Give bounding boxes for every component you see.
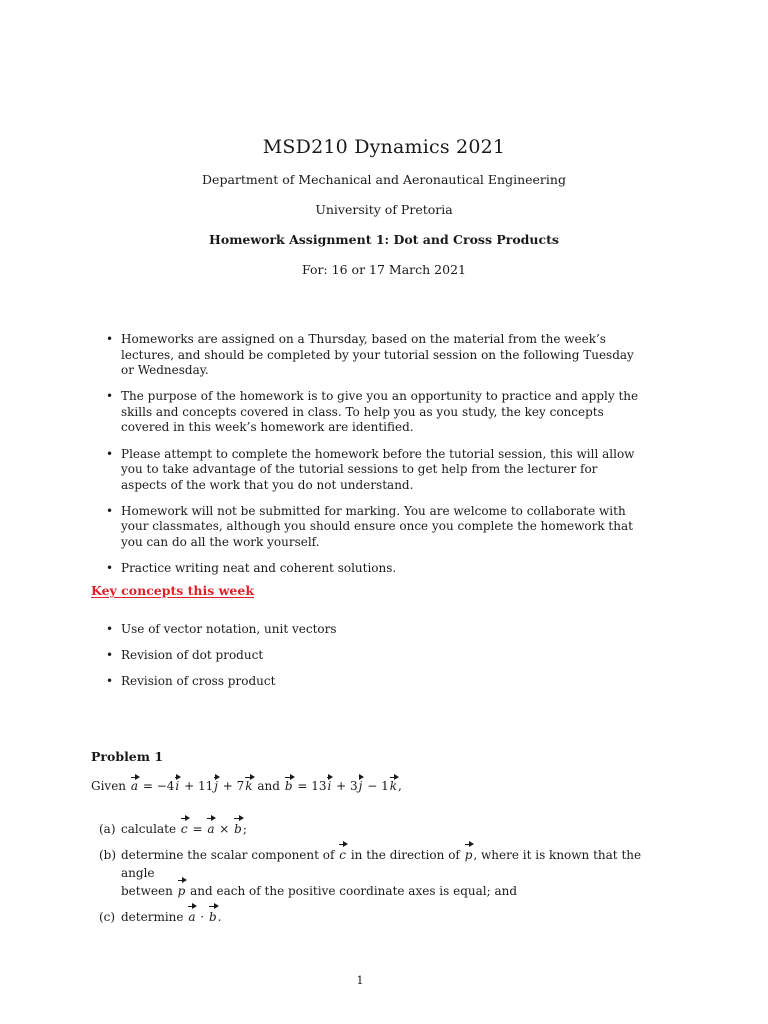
vector-p: p [464, 848, 473, 862]
vector-a: a [188, 910, 196, 924]
vector-a: a [207, 822, 215, 836]
homework-notes-list [104, 332, 644, 587]
page-number: 1 [356, 974, 364, 987]
a-k-coefficient: 7 [236, 779, 245, 793]
and-word: and [257, 779, 280, 793]
vector-c: c [339, 848, 347, 862]
list-item: • Practice writing neat and coherent solutions. [104, 561, 644, 577]
list-item: • The purpose of the homework is to give you an opportunity to practice and apply the skills and concepts covered in class. To help you as you study, the key concepts covered in this week’s homework are identified. [104, 389, 644, 436]
given-word: Given [91, 779, 127, 793]
part-text: in the direction of [350, 848, 460, 862]
unit-vector-k: k [245, 779, 253, 793]
list-item: • Revision of dot product [104, 648, 644, 664]
vector-b: b [284, 779, 293, 793]
unit-vector-j: j [358, 779, 363, 793]
part-label: (a) [99, 822, 116, 836]
document-title: MSD210 Dynamics 2021 [262, 136, 506, 158]
vector-b: b [234, 822, 242, 836]
part-label: (c) [99, 910, 116, 924]
unit-vector-i: i [327, 779, 332, 793]
unit-vector-k: k [389, 779, 397, 793]
list-item: • Please attempt to complete the homework before the tutorial session, this will allow you to take advantage of the tutorial sessions to get help from the lecturer for aspects of the work that you do not understand. [104, 447, 644, 494]
list-item: • Homework will not be submitted for marking. You are welcome to collaborate with your classmates, although you should ensure once you complete the homework that you can do all the work yourself. [104, 504, 644, 551]
vector-c: c [180, 822, 188, 836]
list-item: • Revision of cross product [104, 674, 644, 690]
department-line: Department of Mechanical and Aeronautical Engineering [202, 172, 566, 187]
problem-part-c: (c) determine a · b. [99, 910, 222, 924]
key-concepts-list [104, 622, 644, 700]
b-k-coefficient: 1 [381, 779, 389, 793]
problem-part-b [91, 846, 651, 900]
problem-parts-list [91, 820, 651, 934]
vector-p: p [177, 884, 186, 898]
problem-part-a: (a) calculate c = a × b; [99, 822, 247, 836]
assignment-title: Homework Assignment 1: Dot and Cross Products [209, 232, 559, 247]
problem-statement: Given a = −4i + 11j + 7k and b = 13i + 3j − 1k, [91, 779, 402, 793]
list-item: • Homeworks are assigned on a Thursday, based on the material from the week’s lectures, and should be completed by your tutorial session on the following Tuesday or Wednesday. [104, 332, 644, 379]
vector-b: b [208, 910, 217, 924]
part-text: calculate [121, 822, 177, 836]
part-text: determine [121, 910, 184, 924]
university-line: University of Pretoria [315, 202, 453, 217]
part-text: and each of the positive coordinate axes is equal; and [190, 884, 518, 898]
problem-heading: Problem 1 [91, 749, 164, 764]
part-text: between [121, 884, 173, 898]
unit-vector-i: i [175, 779, 180, 793]
b-i-coefficient: 13 [311, 779, 327, 793]
unit-vector-j: j [214, 779, 218, 793]
a-i-coefficient: −4 [156, 779, 175, 793]
list-item: • Use of vector notation, unit vectors [104, 622, 644, 638]
due-date: For: 16 or 17 March 2021 [302, 262, 466, 277]
a-j-coefficient: 11 [197, 779, 214, 793]
b-j-coefficient: 3 [350, 779, 358, 793]
part-label: (b) [99, 848, 117, 862]
key-concepts-heading: Key concepts this week [91, 583, 254, 598]
vector-a: a [130, 779, 139, 793]
part-text: determine the scalar component of [121, 848, 335, 862]
part-text: , where it is known that the angle [121, 848, 642, 880]
